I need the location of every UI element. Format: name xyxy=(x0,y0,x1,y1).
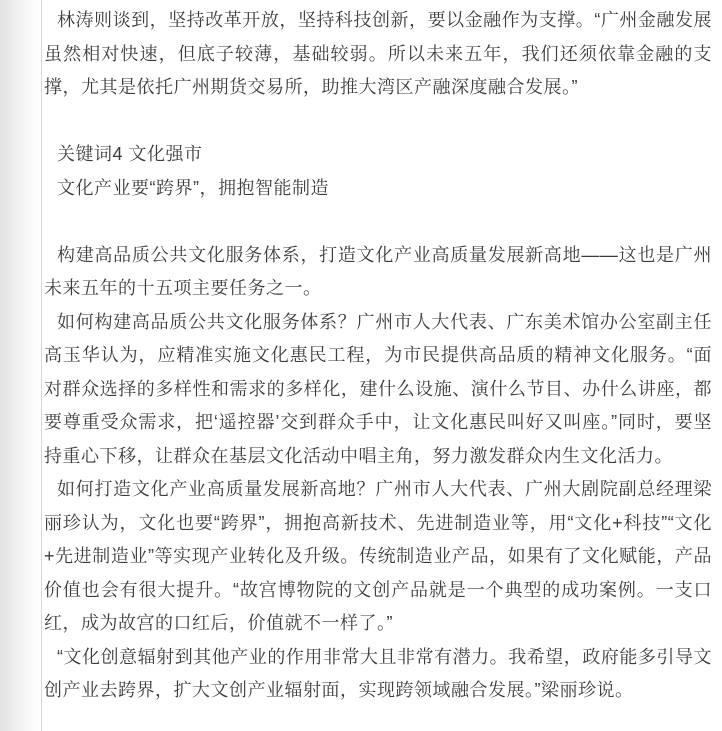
article-body xyxy=(44,4,712,708)
paragraph-spacer xyxy=(44,105,712,139)
paragraph: 文化产业要“跨界”，拥抱智能制造 xyxy=(57,177,329,198)
paragraph: 林涛则谈到，坚持改革开放，坚持科技创新，要以金融作为支撑。“广州金融发展虽然相对快速，但底子较薄，基础较弱。所以未来五年，我们还须依靠金融的支撑，尤其是依托广州期货交易所，助推大湾区产融深度融合发展。” xyxy=(44,10,712,97)
page-edge-line xyxy=(41,0,42,731)
paragraph: 如何构建高品质公共文化服务体系？广州市人大代表、广东美术馆办公室副主任高玉华认为，应精准实施文化惠民工程，为市民提供高品质的精神文化服务。“面对群众选择的多样性和需求的多样化，建什么设施、演什么节目、办什么讲座，都要尊重受众需求，把‘遥控器’交到群众手中，让文化惠民叫好又叫座。”同时，要坚持重心下移，让群众在基层文化活动中唱主角，努力激发群众内生文化活力。 xyxy=(44,311,712,466)
page-edge-shadow xyxy=(0,0,40,731)
paragraph: 构建高品质公共文化服务体系，打造文化产业高质量发展新高地——这也是广州未来五年的十五项主要任务之一。 xyxy=(44,244,712,298)
paragraph: 关键词4 文化强市 xyxy=(57,144,203,164)
paragraph-spacer xyxy=(44,205,712,239)
paragraph: 如何打造文化产业高质量发展新高地？广州市人大代表、广州大剧院副总经理梁丽珍认为，文化也要“跨界”，拥抱高新技术、先进制造业等，用“文化+科技”“文化+先进制造业”等实现产业转化及升级。传统制造业产品，如果有了文化赋能，产品价值也会有很大提升。“故宫博物院的文创产品就是一个典型的成功案例。一支口红，成为故宫的口红后，价值就不一样了。” xyxy=(44,479,712,633)
paragraph: “文化创意辐射到其他产业的作用非常大且非常有潜力。我希望，政府能多引导文创产业去跨界，扩大文创产业辐射面，实现跨领域融合发展。”梁丽珍说。 xyxy=(44,646,712,700)
